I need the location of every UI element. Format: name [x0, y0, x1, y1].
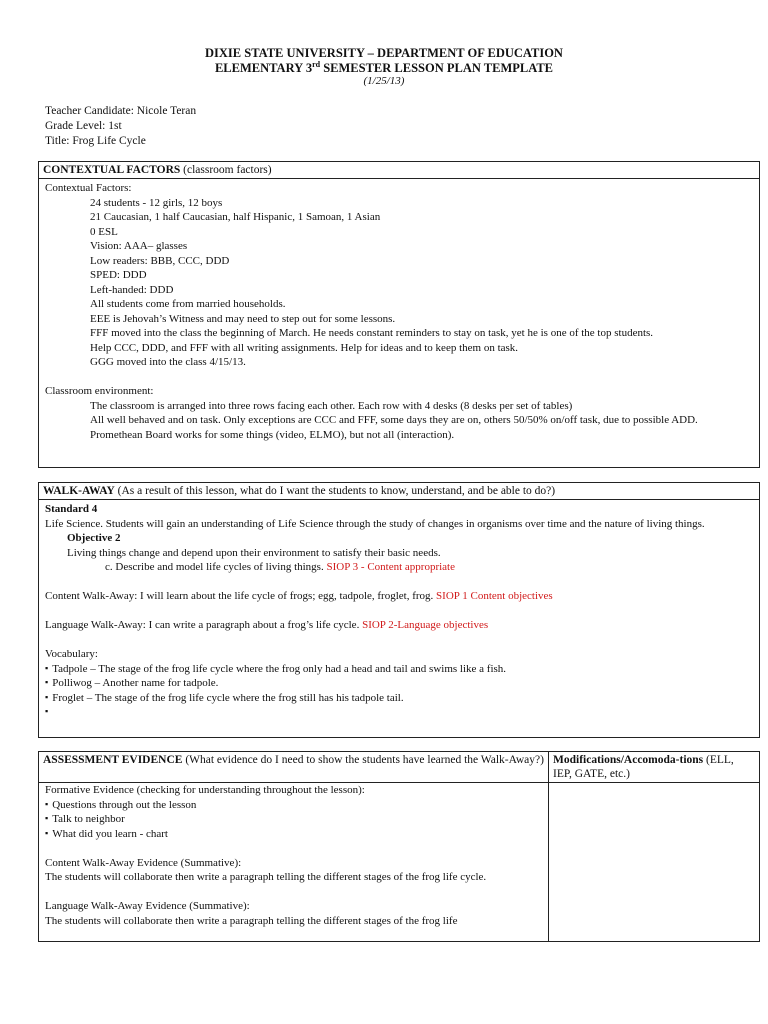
contextual-item: SPED: DDD [90, 269, 147, 281]
assessment-heading-note: (What evidence do I need to show the students have learned the Walk-Away?) [182, 754, 544, 766]
content-evidence-label: Content Walk-Away Evidence (Summative): [45, 856, 242, 869]
vocab-item [45, 662, 753, 677]
contextual-item: Help CCC, DDD, and FFF with all writing assignments. Help for ideas and to keep them on task. [90, 341, 519, 354]
formative-item [45, 827, 542, 842]
siop-1-note: SIOP 1 Content objectives [436, 590, 553, 602]
title-prefix: ELEMENTARY 3 [214, 61, 313, 76]
contextual-label: Contextual Factors: [45, 182, 132, 194]
walk-away-heading-note: (As a result of this lesson, what do I want the students to know, understand, and be able to do?) [114, 485, 556, 497]
formative-text: Questions through out the lesson [52, 798, 197, 811]
objective-text: Living things change and depend upon their environment to satisfy their basic needs. [67, 546, 441, 559]
doc-title-line2 [0, 60, 768, 76]
formative-text: What did you learn - chart [52, 827, 168, 840]
environment-item: All well behaved and on task. Only exceptions are CCC and FFF, some days they are on, others 50/50% on/off task, due to possible ADD. [90, 414, 698, 426]
modifications-cell [549, 783, 759, 941]
siop-3-note: SIOP 3 - Content appropriate [326, 561, 455, 573]
lesson-title: Title: Frog Life Cycle [45, 135, 146, 147]
assessment-heading [39, 752, 549, 782]
vocab-item [45, 691, 753, 706]
vocab-text: Tadpole – The stage of the frog life cycle where the frog only had a head and tail and swims like a fish. [52, 662, 507, 675]
contextual-factors-heading [39, 162, 759, 179]
contextual-item: Vision: AAA– glasses [90, 240, 188, 252]
vocab-item [45, 705, 753, 720]
contextual-item: 0 ESL [90, 225, 118, 238]
contextual-factors-section [38, 161, 760, 468]
title-superscript: rd [312, 60, 321, 69]
language-evidence-label: Language Walk-Away Evidence (Summative): [45, 900, 250, 912]
modifications-heading-note: (ELL, IEP, GATE, etc.) [553, 754, 734, 780]
language-evidence-text: The students will collaborate then write a paragraph telling the different stages of the frog life [45, 914, 458, 927]
assessment-header-row [39, 752, 759, 783]
contextual-factors-body [39, 179, 759, 444]
contextual-heading-note: (classroom factors) [180, 164, 272, 176]
environment-item: The classroom is arranged into three rows facing each other. Each row with 4 desks (8 desks per set of tables) [90, 399, 573, 412]
walk-away-heading [39, 483, 759, 500]
formative-item [45, 798, 542, 813]
standard-text: Life Science. Students will gain an understanding of Life Science through the study of changes in organisms over time and the nature of living things. [45, 517, 705, 530]
formative-item [45, 812, 542, 827]
contextual-item: 21 Caucasian, 1 half Caucasian, half Hispanic, 1 Samoan, 1 Asian [90, 211, 381, 223]
modifications-heading-bold: Modifications/Accomoda-tions [553, 754, 704, 766]
contextual-heading-bold: CONTEXTUAL FACTORS [43, 164, 181, 176]
vocab-text: Froglet – The stage of the frog life cycle where the frog still has his tadpole tail. [52, 691, 404, 704]
formative-label: Formative Evidence (checking for understanding throughout the lesson): [45, 784, 365, 796]
assessment-evidence-table [38, 751, 760, 942]
walk-away-body [39, 500, 759, 722]
objective-sub-c [45, 560, 753, 575]
doc-date: (1/25/13) [363, 75, 405, 87]
objective-label: Objective 2 [67, 532, 121, 544]
contextual-item: Low readers: BBB, CCC, DDD [90, 254, 230, 267]
siop-2-note: SIOP 2-Language objectives [362, 619, 489, 631]
sub-c-text: c. Describe and model life cycles of living things. [105, 561, 327, 573]
language-walk-away-text: Language Walk-Away: I can write a paragraph about a frog’s life cycle. [45, 619, 363, 631]
content-evidence-text: The students will collaborate then write a paragraph telling the different stages of the frog life cycle. [45, 871, 487, 883]
grade-level: Grade Level: 1st [45, 120, 122, 132]
teacher-candidate: Teacher Candidate: Nicole Teran [45, 105, 197, 117]
modifications-heading [549, 752, 759, 782]
assessment-body-row [39, 783, 759, 941]
vocab-item [45, 676, 753, 691]
contextual-item: FFF moved into the class the beginning of March. He needs constant reminders to stay on task, yet he is one of the top students. [90, 327, 654, 339]
assessment-heading-bold: ASSESSMENT EVIDENCE [43, 754, 183, 766]
walk-away-heading-bold: WALK-AWAY [43, 485, 115, 497]
standard-label: Standard 4 [45, 503, 98, 515]
contextual-item: EEE is Jehovah’s Witness and may need to step out for some lessons. [90, 312, 396, 325]
vocabulary-label: Vocabulary: [45, 648, 98, 660]
title-suffix: SEMESTER LESSON PLAN TEMPLATE [320, 61, 554, 76]
assessment-body [39, 783, 549, 941]
contextual-item: 24 students - 12 girls, 12 boys [90, 196, 223, 209]
content-walk-away-text: Content Walk-Away: I will learn about the life cycle of frogs; egg, tadpole, froglet, frog. [45, 590, 437, 602]
doc-title-line1: DIXIE STATE UNIVERSITY – DEPARTMENT OF EDUCATION [205, 46, 563, 60]
environment-label: Classroom environment: [45, 385, 154, 397]
walk-away-section [38, 482, 760, 738]
contextual-item: Left-handed: DDD [90, 283, 174, 296]
language-walk-away [45, 618, 753, 633]
environment-item: Promethean Board works for some things (video, ELMO), but not all (interaction). [90, 428, 455, 441]
contextual-item: GGG moved into the class 4/15/13. [90, 356, 246, 368]
contextual-item: All students come from married households. [90, 298, 286, 310]
formative-text: Talk to neighbor [52, 813, 125, 825]
vocab-text: Polliwog – Another name for tadpole. [52, 677, 219, 689]
content-walk-away [45, 589, 753, 604]
